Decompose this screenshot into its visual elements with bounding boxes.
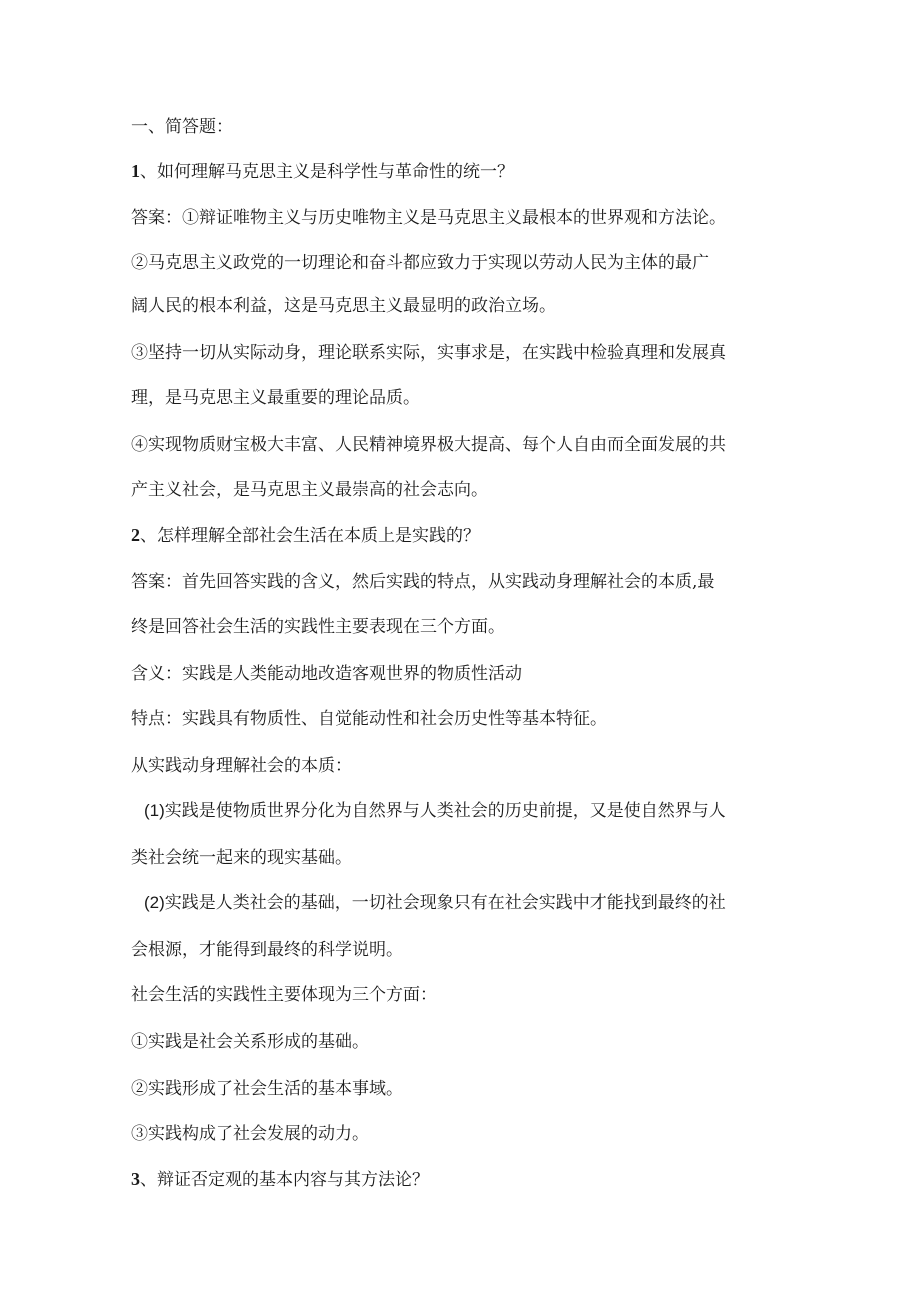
question-3 (131, 1167, 429, 1192)
answer-line: 阔人民的根本利益，这是马克思主义最显明的政治立场。 (131, 296, 556, 316)
point-continuation: 类社会统一起来的现实基础。 (131, 848, 352, 868)
question-text: 、辩证否定观的基本内容与其方法论？ (140, 1170, 429, 1190)
point-text: 实践是人类社会的基础，一切社会现象只有在社会实践中才能找到最终的社 (164, 893, 726, 913)
answer-line: 产主义社会，是马克思主义最崇高的社会志向。 (131, 480, 488, 500)
question-number: 1 (131, 161, 140, 181)
answer-line: 答案：①辩证唯物主义与历史唯物主义是马克思主义最根本的世界观和方法论。 (131, 208, 726, 228)
answer-line: 含义：实践是人类能动地改造客观世界的物质性活动 (131, 664, 522, 684)
point-1 (144, 799, 726, 823)
question-text: 、如何理解马克思主义是科学性与革命性的统一？ (140, 162, 514, 182)
answer-line: 理，是马克思主义最重要的理论品质。 (131, 388, 420, 408)
answer-line: ③坚持一切从实际动身，理论联系实际，实事求是，在实践中检验真理和发展真 (131, 343, 726, 363)
answer-line: 特点：实践具有物质性、自觉能动性和社会历史性等基本特征。 (131, 709, 607, 729)
section-title: 一、简答题： (131, 117, 233, 137)
answer-line: 从实践动身理解社会的本质： (131, 756, 352, 776)
summary-line: ②实践形成了社会生活的基本事域。 (131, 1079, 403, 1099)
answer-line: ②马克思主义政党的一切理论和奋斗都应致力于实现以劳动人民为主体的最广 (131, 253, 709, 273)
question-2 (131, 523, 480, 548)
summary-line: ①实践是社会关系形成的基础。 (131, 1032, 369, 1052)
question-number: 3 (131, 1169, 140, 1189)
question-text: 、怎样理解全部社会生活在本质上是实践的？ (140, 526, 480, 546)
point-2 (144, 891, 726, 915)
answer-line: 答案：首先回答实践的含义，然后实践的特点，从实践动身理解社会的本质,最 (131, 572, 715, 592)
point-marker: (1) (144, 801, 165, 820)
question-number: 2 (131, 525, 140, 545)
summary-line: 社会生活的实践性主要体现为三个方面： (131, 985, 437, 1005)
question-1 (131, 159, 514, 184)
point-continuation: 会根源，才能得到最终的科学说明。 (131, 940, 403, 960)
summary-line: ③实践构成了社会发展的动力。 (131, 1124, 369, 1144)
point-text: 实践是使物质世界分化为自然界与人类社会的历史前提，又是使自然界与人 (164, 801, 726, 821)
point-marker: (2) (144, 893, 165, 912)
answer-line: 终是回答社会生活的实践性主要表现在三个方面。 (131, 617, 505, 637)
answer-line: ④实现物质财宝极大丰富、人民精神境界极大提高、每个人自由而全面发展的共 (131, 435, 726, 455)
